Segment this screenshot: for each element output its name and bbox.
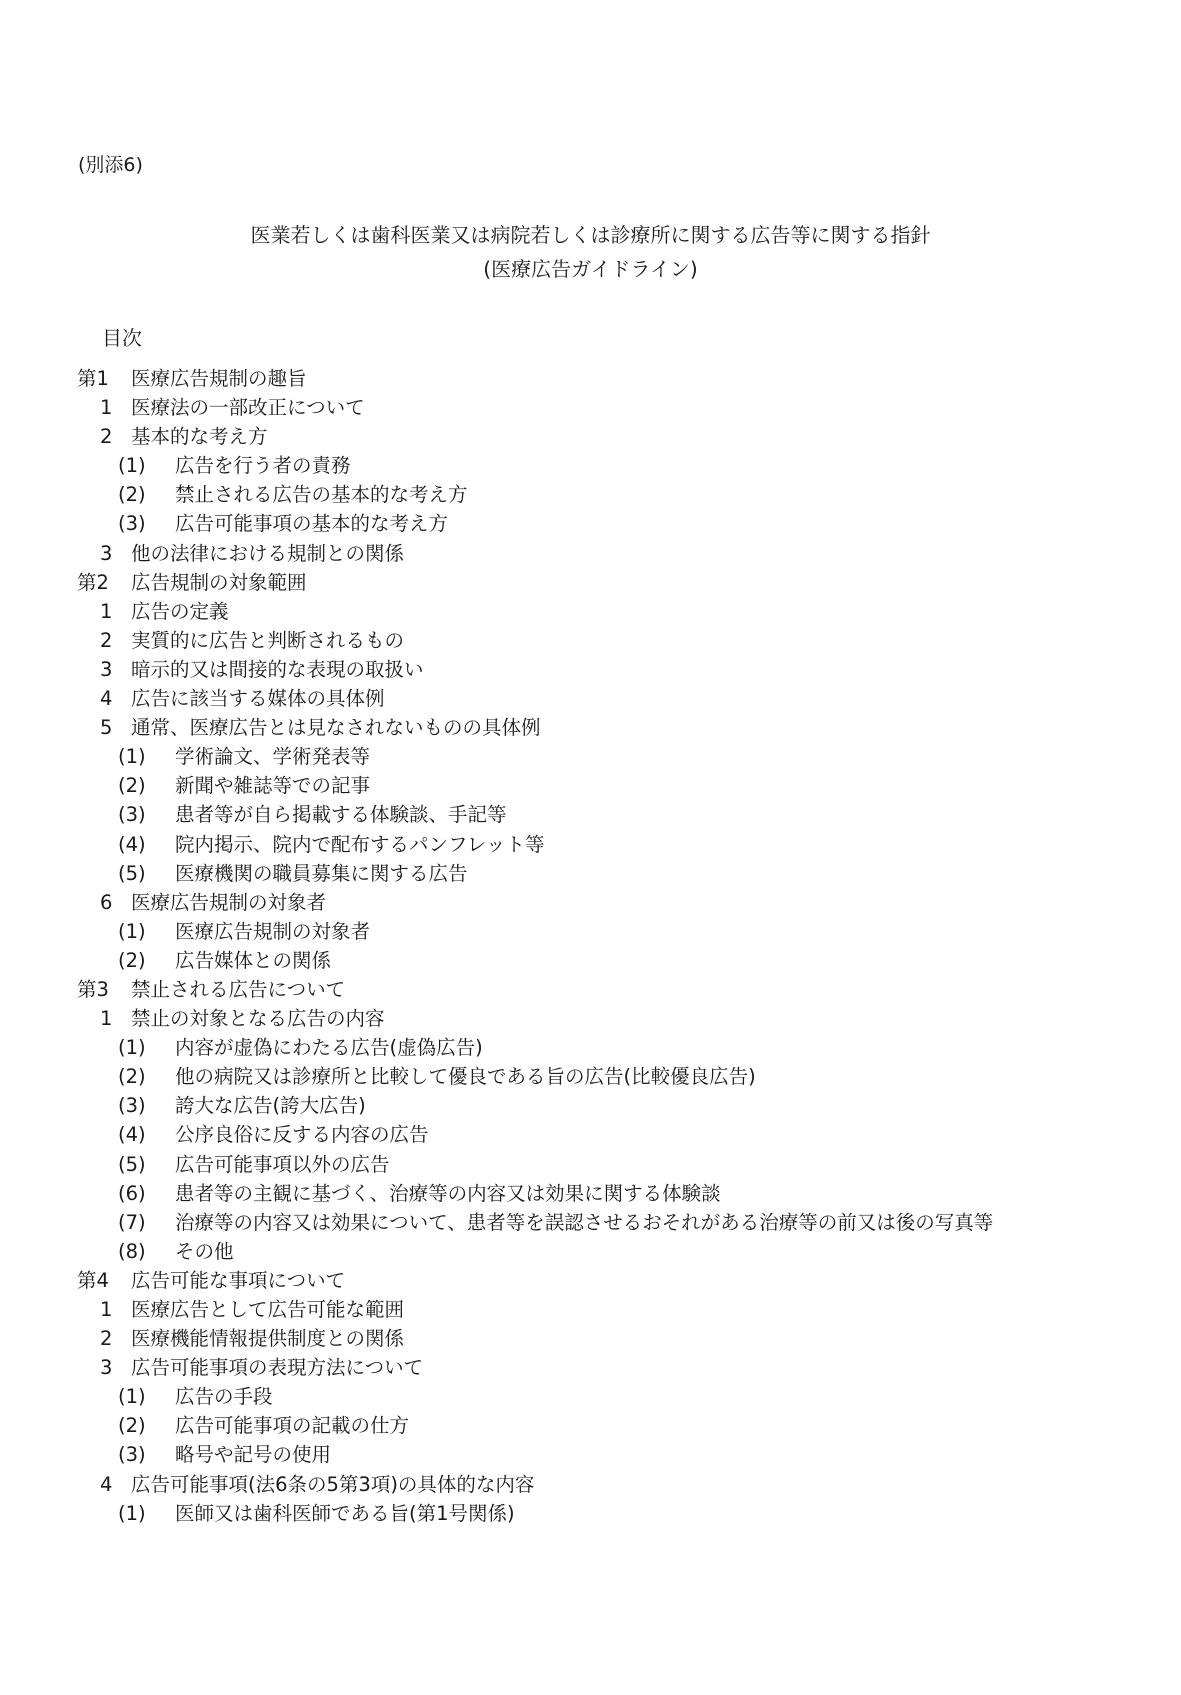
toc-item-text: 学術論文、学術発表等 bbox=[175, 745, 371, 769]
toc-subsection bbox=[0, 1120, 1181, 1149]
annex-label: (別添6) bbox=[78, 154, 143, 176]
toc-subsection bbox=[0, 1208, 1181, 1237]
toc-item-number: (5) bbox=[118, 1152, 146, 1176]
toc-chapter bbox=[0, 975, 1181, 1004]
toc-chapter bbox=[0, 1266, 1181, 1295]
toc-item-text: 公序良俗に反する内容の広告 bbox=[175, 1123, 429, 1147]
toc-section bbox=[0, 684, 1181, 713]
toc-subsection bbox=[0, 830, 1181, 859]
toc-item-text: 暗示的又は間接的な表現の取扱い bbox=[131, 657, 424, 681]
toc-item-number: 1 bbox=[100, 1298, 113, 1321]
toc-subsection bbox=[0, 1411, 1181, 1440]
toc-item-number: 2 bbox=[100, 1327, 113, 1351]
toc-item-text: 広告の手段 bbox=[175, 1385, 273, 1409]
toc-item-text: 医療広告規制の趣旨 bbox=[131, 367, 307, 390]
toc-item-number: 4 bbox=[100, 1472, 113, 1496]
toc-section bbox=[0, 539, 1181, 568]
toc-item-text: 他の法律における規制との関係 bbox=[131, 541, 405, 565]
toc-item-number: (2) bbox=[118, 1065, 146, 1089]
toc-item-number: 第3 bbox=[77, 977, 109, 1001]
toc-item-text: 略号や記号の使用 bbox=[175, 1443, 332, 1467]
toc-item-text: 医師又は歯科医師である旨(第1号関係) bbox=[175, 1501, 515, 1525]
toc-item-text: 広告可能事項の基本的な考え方 bbox=[175, 512, 449, 536]
toc-heading: 目次 bbox=[102, 326, 142, 350]
toc-item-number: (1) bbox=[118, 1385, 146, 1409]
toc-chapter bbox=[0, 568, 1181, 597]
toc-subsection bbox=[0, 1499, 1181, 1528]
toc-section bbox=[0, 888, 1181, 917]
toc-item-text: 基本的な考え方 bbox=[131, 425, 268, 449]
toc-item-text: その他 bbox=[175, 1239, 234, 1263]
toc-item-text: 内容が虚偽にわたる広告(虚偽広告) bbox=[175, 1036, 483, 1060]
toc-item-number: 3 bbox=[100, 541, 113, 565]
toc-item-number: 2 bbox=[100, 425, 113, 449]
toc-item-text: 他の病院又は診療所と比較して優良である旨の広告(比較優良広告) bbox=[175, 1065, 756, 1089]
toc-item-number: 第2 bbox=[77, 570, 109, 594]
toc-item-text: 医療法の一部改正について bbox=[131, 396, 365, 420]
toc-item-number: (2) bbox=[118, 1414, 146, 1438]
toc-item-number: 6 bbox=[100, 890, 113, 914]
toc-item-number: (1) bbox=[118, 919, 146, 943]
toc-item-number: (1) bbox=[118, 1036, 146, 1060]
toc-item-text: 医療広告規制の対象者 bbox=[175, 919, 371, 943]
toc-item-number: (1) bbox=[118, 745, 146, 769]
toc-section bbox=[0, 1295, 1181, 1324]
toc-section bbox=[0, 1004, 1181, 1033]
toc-item-number: (5) bbox=[118, 861, 146, 885]
toc-item-text: 患者等が自ら掲載する体験談、手記等 bbox=[175, 803, 507, 827]
toc-item-number: 1 bbox=[100, 396, 113, 420]
toc-item-number: 第1 bbox=[77, 367, 109, 390]
toc-item-text: 広告媒体との関係 bbox=[175, 948, 332, 972]
toc-section bbox=[0, 422, 1181, 451]
toc-item-number: (4) bbox=[118, 1123, 146, 1147]
toc-section bbox=[0, 1324, 1181, 1353]
toc-subsection bbox=[0, 742, 1181, 771]
toc-subsection bbox=[0, 917, 1181, 946]
table-of-contents bbox=[0, 364, 1181, 1528]
toc-section bbox=[0, 1470, 1181, 1499]
toc-subsection bbox=[0, 1033, 1181, 1062]
toc-item-text: 広告可能事項(法6条の5第3項)の具体的な内容 bbox=[131, 1472, 535, 1496]
toc-item-number: (2) bbox=[118, 774, 146, 798]
toc-item-number: (3) bbox=[118, 803, 146, 827]
toc-item-text: 禁止される広告の基本的な考え方 bbox=[175, 483, 468, 507]
document-subtitle: (医療広告ガイドライン) bbox=[483, 257, 698, 281]
toc-subsection bbox=[0, 946, 1181, 975]
toc-subsection bbox=[0, 771, 1181, 800]
toc-item-text: 広告の定義 bbox=[131, 599, 229, 623]
toc-item-text: 治療等の内容又は効果について、患者等を誤認させるおそれがある治療等の前又は後の写真等 bbox=[175, 1210, 994, 1234]
toc-item-number: 3 bbox=[100, 657, 113, 681]
toc-item-text: 広告可能事項の表現方法について bbox=[131, 1356, 424, 1380]
toc-item-text: 医療広告として広告可能な範囲 bbox=[131, 1298, 405, 1321]
toc-subsection bbox=[0, 1440, 1181, 1469]
toc-subsection bbox=[0, 1237, 1181, 1266]
toc-subsection bbox=[0, 480, 1181, 509]
toc-item-text: 医療広告規制の対象者 bbox=[131, 890, 327, 914]
toc-item-text: 広告に該当する媒体の具体例 bbox=[131, 687, 385, 711]
toc-item-number: (6) bbox=[118, 1181, 146, 1205]
toc-section bbox=[0, 1353, 1181, 1382]
toc-item-text: 医療機能情報提供制度との関係 bbox=[131, 1327, 405, 1351]
toc-item-number: (3) bbox=[118, 1443, 146, 1467]
toc-subsection bbox=[0, 1091, 1181, 1120]
toc-item-number: 5 bbox=[100, 716, 113, 740]
toc-item-text: 禁止の対象となる広告の内容 bbox=[131, 1007, 385, 1031]
toc-item-number: 2 bbox=[100, 628, 113, 652]
toc-item-text: 広告を行う者の責務 bbox=[175, 454, 351, 478]
toc-item-number: 1 bbox=[100, 599, 113, 623]
toc-item-number: (2) bbox=[118, 483, 146, 507]
toc-item-number: (8) bbox=[118, 1239, 146, 1263]
toc-item-text: 誇大な広告(誇大広告) bbox=[175, 1094, 366, 1118]
toc-item-text: 患者等の主観に基づく、治療等の内容又は効果に関する体験談 bbox=[175, 1181, 721, 1205]
toc-subsection bbox=[0, 1150, 1181, 1179]
toc-section bbox=[0, 597, 1181, 626]
toc-subsection bbox=[0, 859, 1181, 888]
toc-section bbox=[0, 655, 1181, 684]
toc-item-number: 3 bbox=[100, 1356, 113, 1380]
toc-item-number: (4) bbox=[118, 832, 146, 856]
toc-section bbox=[0, 713, 1181, 742]
toc-item-text: 広告可能事項以外の広告 bbox=[175, 1152, 390, 1176]
toc-subsection bbox=[0, 509, 1181, 538]
toc-item-number: (3) bbox=[118, 512, 146, 536]
toc-item-number: (3) bbox=[118, 1094, 146, 1118]
toc-item-number: (2) bbox=[118, 948, 146, 972]
toc-item-text: 医療機関の職員募集に関する広告 bbox=[175, 861, 468, 885]
document-title: 医業若しくは歯科医業又は病院若しくは診療所に関する広告等に関する指針 bbox=[250, 223, 931, 247]
toc-chapter bbox=[0, 364, 1181, 393]
toc-subsection bbox=[0, 1179, 1181, 1208]
toc-item-text: 実質的に広告と判断されるもの bbox=[131, 628, 405, 652]
toc-subsection bbox=[0, 800, 1181, 829]
toc-item-number: 第4 bbox=[77, 1268, 109, 1292]
toc-item-number: (7) bbox=[118, 1210, 146, 1234]
toc-section bbox=[0, 626, 1181, 655]
toc-item-text: 広告規制の対象範囲 bbox=[131, 570, 307, 594]
toc-item-text: 院内掲示、院内で配布するパンフレット等 bbox=[175, 832, 545, 856]
toc-item-text: 広告可能な事項について bbox=[131, 1268, 346, 1292]
toc-item-number: (1) bbox=[118, 1501, 146, 1525]
toc-item-text: 通常、医療広告とは見なされないものの具体例 bbox=[131, 716, 541, 740]
toc-item-number: 1 bbox=[100, 1007, 113, 1031]
toc-section bbox=[0, 393, 1181, 422]
toc-item-number: 4 bbox=[100, 687, 113, 711]
toc-subsection bbox=[0, 1382, 1181, 1411]
toc-item-text: 禁止される広告について bbox=[131, 977, 346, 1001]
toc-subsection bbox=[0, 451, 1181, 480]
toc-item-text: 広告可能事項の記載の仕方 bbox=[175, 1414, 410, 1438]
toc-item-number: (1) bbox=[118, 454, 146, 478]
toc-item-text: 新聞や雑誌等での記事 bbox=[175, 774, 371, 798]
toc-subsection bbox=[0, 1062, 1181, 1091]
